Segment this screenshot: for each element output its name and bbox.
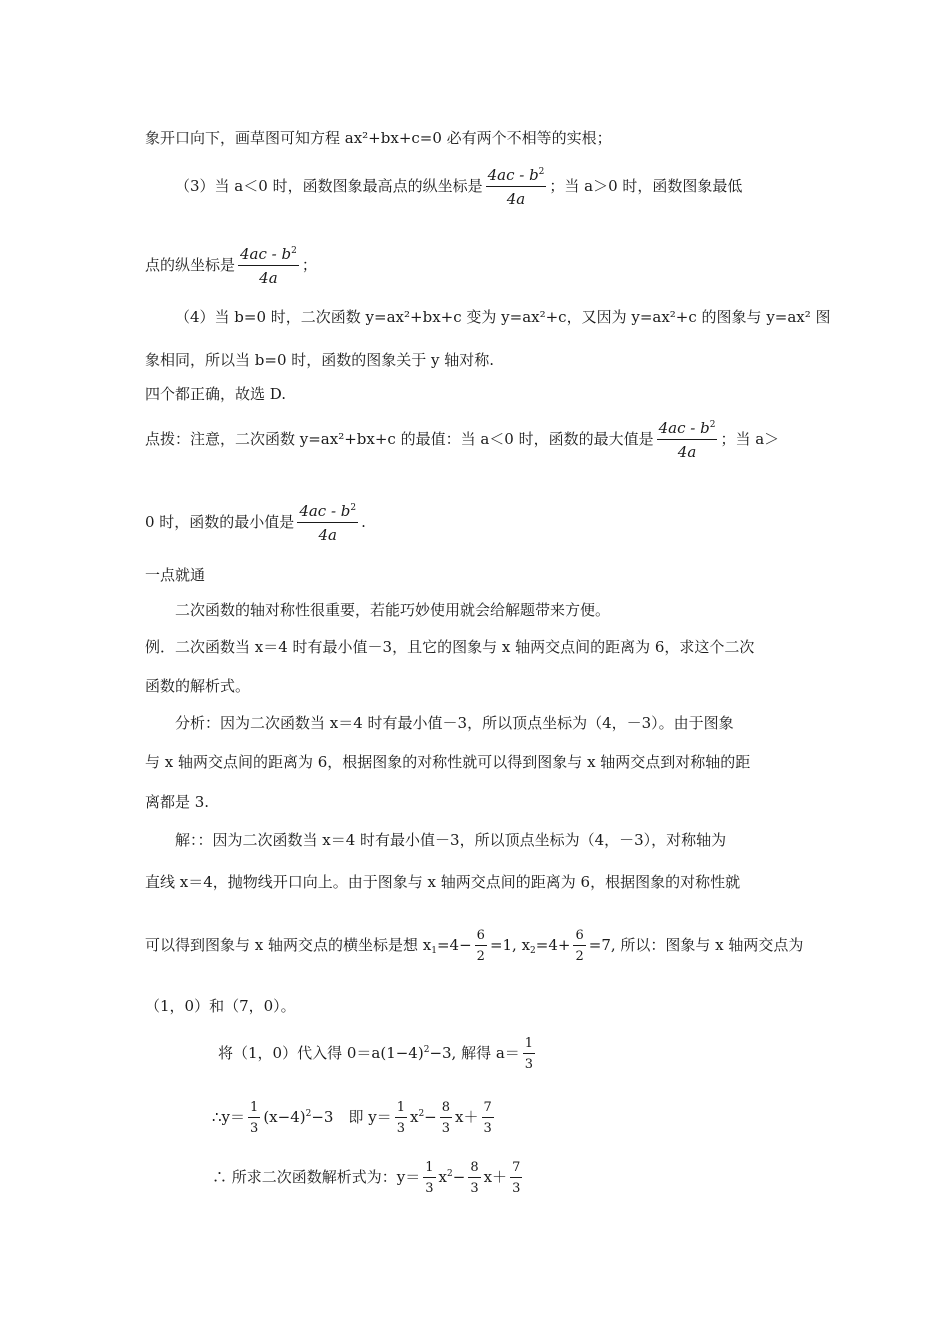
text-line-12 [145, 676, 250, 696]
line-12-text: 函数的解析式。 [145, 677, 251, 695]
fraction-numerator: 1 [425, 1160, 434, 1175]
fraction-numerator: 8 [441, 1100, 451, 1115]
fraction-denominator: 3 [423, 1177, 435, 1196]
line-5-text: 象相同，所以当 b=0 时，函数的图象关于 y 轴对称. [145, 351, 495, 369]
fraction-1-over-3 [523, 1036, 535, 1072]
line-11-text: 例．二次函数当 x＝4 时有最小值－3，且它的图象与 x 轴两交点间的距离为 6，求这个二次 [145, 638, 755, 656]
line-21-text-d: x [409, 1108, 419, 1126]
exponent: 2 [538, 167, 545, 177]
text-line-13 [175, 713, 734, 733]
subscript: 2 [530, 946, 536, 956]
line-21-text-a: ∴y＝ [212, 1108, 246, 1126]
fraction-denominator: 4a [657, 439, 718, 461]
fraction-denominator: 3 [482, 1117, 494, 1136]
text-line-2 [175, 166, 742, 208]
fraction-6-over-2 [573, 928, 585, 964]
text-line-5 [145, 350, 494, 370]
line-8-text-b: . [361, 513, 366, 531]
exponent: 2 [350, 503, 357, 513]
fraction-numerator: 1 [250, 1100, 259, 1115]
line-8-text-a: 0 时，函数的最小值是 [145, 513, 295, 531]
line-19-text: （1，0）和（7，0）。 [145, 997, 296, 1015]
line-14-text: 与 x 轴两交点间的距离为 6，根据图象的对称性就可以得到图象与 x 轴两交点到对称轴的距 [145, 753, 751, 771]
text-line-16 [175, 830, 726, 850]
fraction-numerator: 7 [483, 1100, 492, 1115]
fraction-numerator: 1 [396, 1100, 405, 1115]
line-7-text-a: 点拨：注意，二次函数 y=ax²+bx+c 的最值：当 a＜0 时，函数的最大值是 [145, 430, 654, 448]
line-10-text: 二次函数的轴对称性很重要，若能巧妙使用就会给解题带来方便。 [175, 601, 611, 619]
line-7-text-b: ；当 a＞ [720, 430, 780, 448]
fraction-numerator: 1 [524, 1036, 534, 1051]
fraction-denominator: 3 [523, 1053, 535, 1072]
exponent: 2 [291, 246, 297, 256]
fraction-7-over-3 [482, 1100, 494, 1136]
text-line-18 [145, 928, 803, 964]
exponent: 2 [305, 1109, 312, 1119]
fraction-numerator: 8 [470, 1160, 479, 1175]
fraction-numerator: 6 [476, 928, 485, 943]
fraction-7-over-3 [510, 1160, 522, 1196]
fraction-1-over-3 [395, 1100, 407, 1136]
fraction-8-over-3 [440, 1100, 452, 1136]
text-line-20 [218, 1036, 538, 1072]
fraction-denominator: 4a [297, 522, 358, 544]
fraction-numerator: 4ac - b [240, 245, 292, 263]
line-3-text-b: ； [301, 256, 317, 274]
line-21-text-b: (x−4) [263, 1108, 306, 1126]
text-line-3 [145, 245, 317, 287]
text-line-21 [212, 1100, 497, 1136]
fraction-8-over-3 [468, 1160, 480, 1196]
subscript: 1 [431, 946, 437, 956]
fraction-denominator: 4a [238, 265, 299, 287]
line-17-text: 直线 x＝4，抛物线开口向上。由于图象与 x 轴两交点间的距离为 6，根据图象的对称性就 [145, 873, 741, 891]
line-3-text-a: 点的纵坐标是 [145, 256, 236, 274]
exponent: 2 [447, 1169, 453, 1179]
line-18-text-a: 可以得到图象与 x 轴两交点的横坐标是想 x [145, 936, 432, 954]
line-21-text-f: x＋ [455, 1108, 479, 1126]
line-18-text-d: =4+ [535, 936, 571, 954]
fraction-1-over-3 [248, 1100, 260, 1136]
fraction-denominator: 4a [486, 186, 547, 208]
fraction-4ac-b2-over-4a [657, 419, 718, 461]
fraction-denominator: 3 [468, 1177, 480, 1196]
fraction-denominator: 3 [440, 1117, 452, 1136]
exponent: 2 [423, 1045, 430, 1055]
text-line-1 [145, 128, 612, 148]
text-line-22 [212, 1160, 525, 1196]
line-21-text-e: − [424, 1108, 437, 1126]
text-line-19 [145, 996, 296, 1016]
line-1-text: 象开口向下，画草图可知方程 ax²+bx+c=0 必有两个不相等的实根； [145, 129, 612, 147]
fraction-4ac-b2-over-4a [297, 502, 358, 544]
fraction-denominator: 3 [395, 1117, 407, 1136]
fraction-denominator: 2 [573, 945, 585, 964]
text-line-6 [145, 384, 286, 404]
fraction-4ac-b2-over-4a [486, 166, 547, 208]
text-line-11 [145, 637, 754, 657]
line-6-text: 四个都正确，故选 D. [145, 385, 287, 403]
line-2-text-b: ；当 a＞0 时，函数图象最低 [549, 177, 743, 195]
line-18-text-b: =4− [436, 936, 472, 954]
line-21-text-c: −3 即 y＝ [311, 1108, 392, 1126]
fraction-denominator: 3 [510, 1177, 522, 1196]
text-line-10 [175, 600, 610, 620]
fraction-denominator: 3 [248, 1117, 260, 1136]
line-13-text: 分析：因为二次函数当 x＝4 时有最小值－3，所以顶点坐标为（4，－3）。由于图象 [175, 714, 734, 732]
line-18-text-e: =7, 所以：图象与 x 轴两交点为 [588, 936, 804, 954]
fraction-1-over-3 [423, 1160, 435, 1196]
fraction-numerator: 6 [575, 928, 584, 943]
line-22-text-e: − [452, 1168, 466, 1186]
line-20-text-b: −3, 解得 a＝ [429, 1044, 520, 1062]
text-line-7 [145, 419, 779, 461]
fraction-denominator: 2 [475, 945, 487, 964]
text-line-14 [145, 752, 750, 772]
fraction-numerator: 7 [512, 1160, 521, 1175]
exponent: 2 [709, 420, 716, 430]
line-18-text-c: =1, x [489, 936, 531, 954]
line-22-text-d: x [438, 1168, 447, 1186]
section-heading [145, 565, 205, 585]
fraction-6-over-2 [475, 928, 487, 964]
line-22-text-f: x＋ [483, 1168, 508, 1186]
text-line-17 [145, 872, 740, 892]
text-line-4 [175, 307, 831, 327]
line-22-text-a: ∴ 所求二次函数解析式为：y＝ [212, 1168, 421, 1186]
fraction-numerator: 4ac - b [658, 419, 710, 437]
line-16-text: 解：：因为二次函数当 x＝4 时有最小值－3，所以顶点坐标为（4，－3），对称轴为 [175, 831, 727, 849]
fraction-4ac-b2-over-4a [238, 245, 299, 287]
fraction-numerator: 4ac - b [487, 166, 539, 184]
section-heading-text: 一点就通 [145, 566, 206, 584]
line-20-text-a: 将（1，0）代入得 0＝a(1−4) [218, 1044, 424, 1062]
text-line-8 [145, 502, 366, 544]
line-2-text-a: （3）当 a＜0 时，函数图象最高点的纵坐标是 [175, 177, 483, 195]
exponent: 2 [418, 1109, 425, 1119]
line-15-text: 离都是 3. [145, 793, 210, 811]
fraction-numerator: 4ac - b [299, 502, 351, 520]
line-4-text: （4）当 b=0 时，二次函数 y=ax²+bx+c 变为 y=ax²+c，又因为 y=ax²+c 的图象与 y=ax² 图 [175, 308, 831, 326]
text-line-15 [145, 792, 209, 812]
